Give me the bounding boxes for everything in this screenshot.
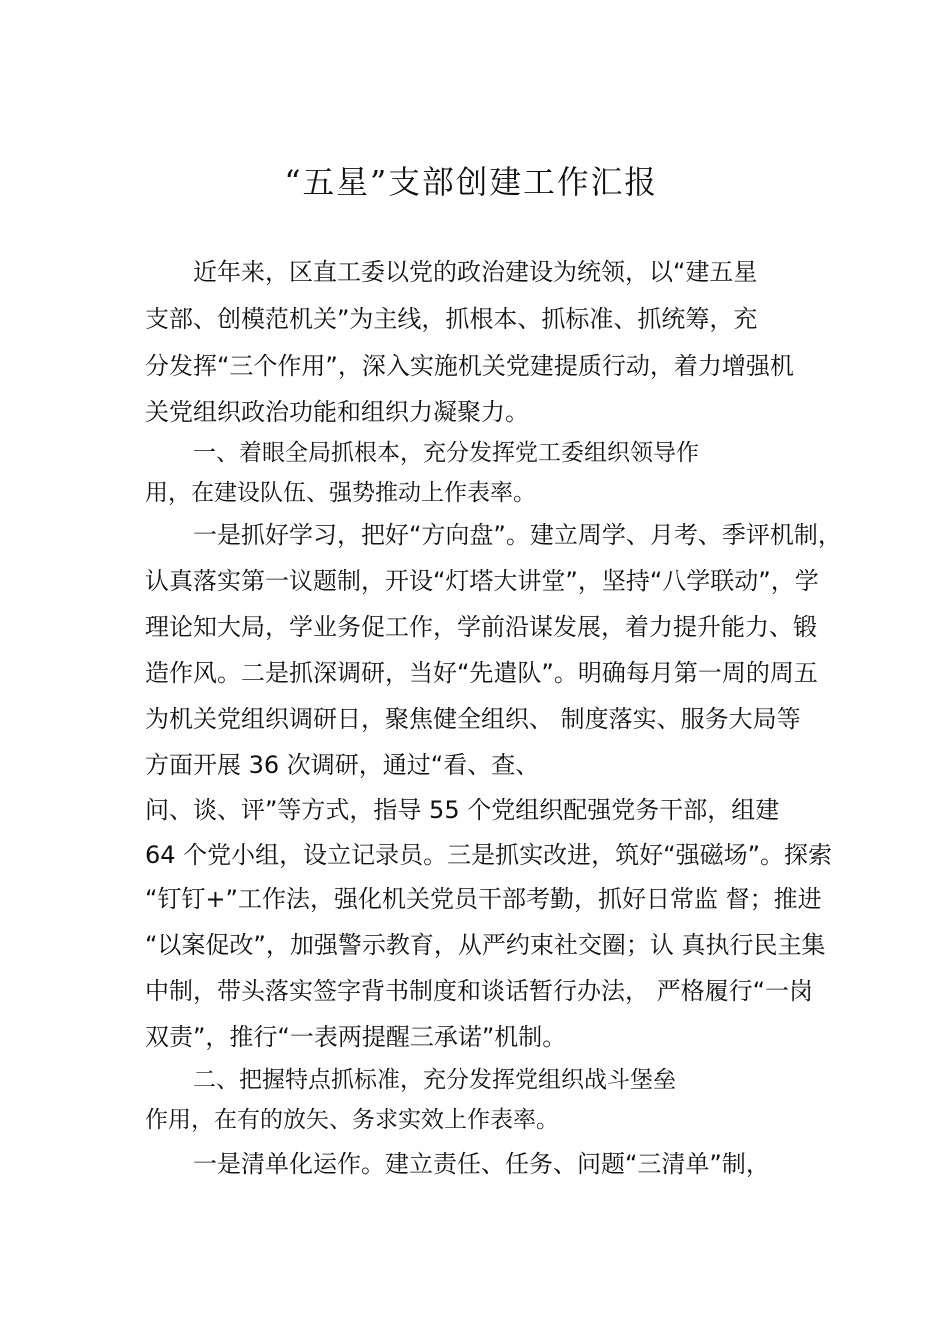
section-heading-line: 一、着眼全局抓根本，充分发挥党工委组织领导作 [193, 440, 699, 466]
section-heading-line: 用，在建设队伍、强势推动上作表率。 [145, 480, 536, 506]
section-heading-line: 作用，在有的放矢、务求实效上作表率。 [145, 1107, 559, 1133]
paragraph-line: 支部、创模范机关”为主线，抓根本、抓标准、抓统筹，充 [145, 305, 758, 333]
section-heading-line: 二、把握特点抓标准，充分发挥党组织战斗堡垒 [193, 1067, 676, 1093]
paragraph-line: 造作风。二是抓深调研，当好“先遣队”。明确每月第一周的周五 [145, 659, 818, 687]
paragraph-line: 中制，带头落实签字背书制度和谈话暂行办法， 严格履行“一岗 [145, 977, 814, 1005]
paragraph-line: 一是抓好学习，把好“方向盘”。建立周学、月考、季评机制， [193, 521, 842, 549]
paragraph-line: “钉钉+”工作法，强化机关党员干部考勤，抓好日常监 督；推进 [145, 885, 822, 913]
paragraph-line: 理论知大局，学业务促工作，学前沿谋发展，着力提升能力、锻 [145, 613, 817, 641]
paragraph-line: 双责”，推行“一表两提醒三承诺”机制。 [145, 1023, 567, 1051]
paragraph-line: 问、谈、评”等方式，指导 55 个党组织配强党务干部，组建 [145, 796, 780, 824]
document-title: “五星”支部创建工作汇报 [284, 163, 659, 201]
paragraph-line: 认真落实第一议题制，开设“灯塔大讲堂”，坚持“八学联动”，学 [145, 567, 819, 595]
paragraph-line: 一是清单化运作。建立责任、任务、问题“三清单”制， [193, 1150, 770, 1178]
paragraph-line: 关党组织政治功能和组织力凝聚力。 [145, 398, 529, 426]
paragraph-line: 分发挥“三个作用”，深入实施机关党建提质行动，着力增强机 [145, 352, 794, 380]
paragraph-line: “以案促改”，加强警示教育，从严约束社交圈；认 真执行民主集 [145, 931, 826, 959]
paragraph-line: 方面开展 36 次调研，通过“看、查、 [145, 751, 540, 779]
paragraph-line: 为机关党组织调研日，聚焦健全组织、 制度落实、服务大局等 [145, 705, 801, 733]
paragraph-line: 近年来，区直工委以党的政治建设为统领，以“建五星 [193, 258, 758, 286]
paragraph-line: 64 个党小组，设立记录员。三是抓实改进，筑好“强磁场”。探索 [145, 841, 833, 869]
